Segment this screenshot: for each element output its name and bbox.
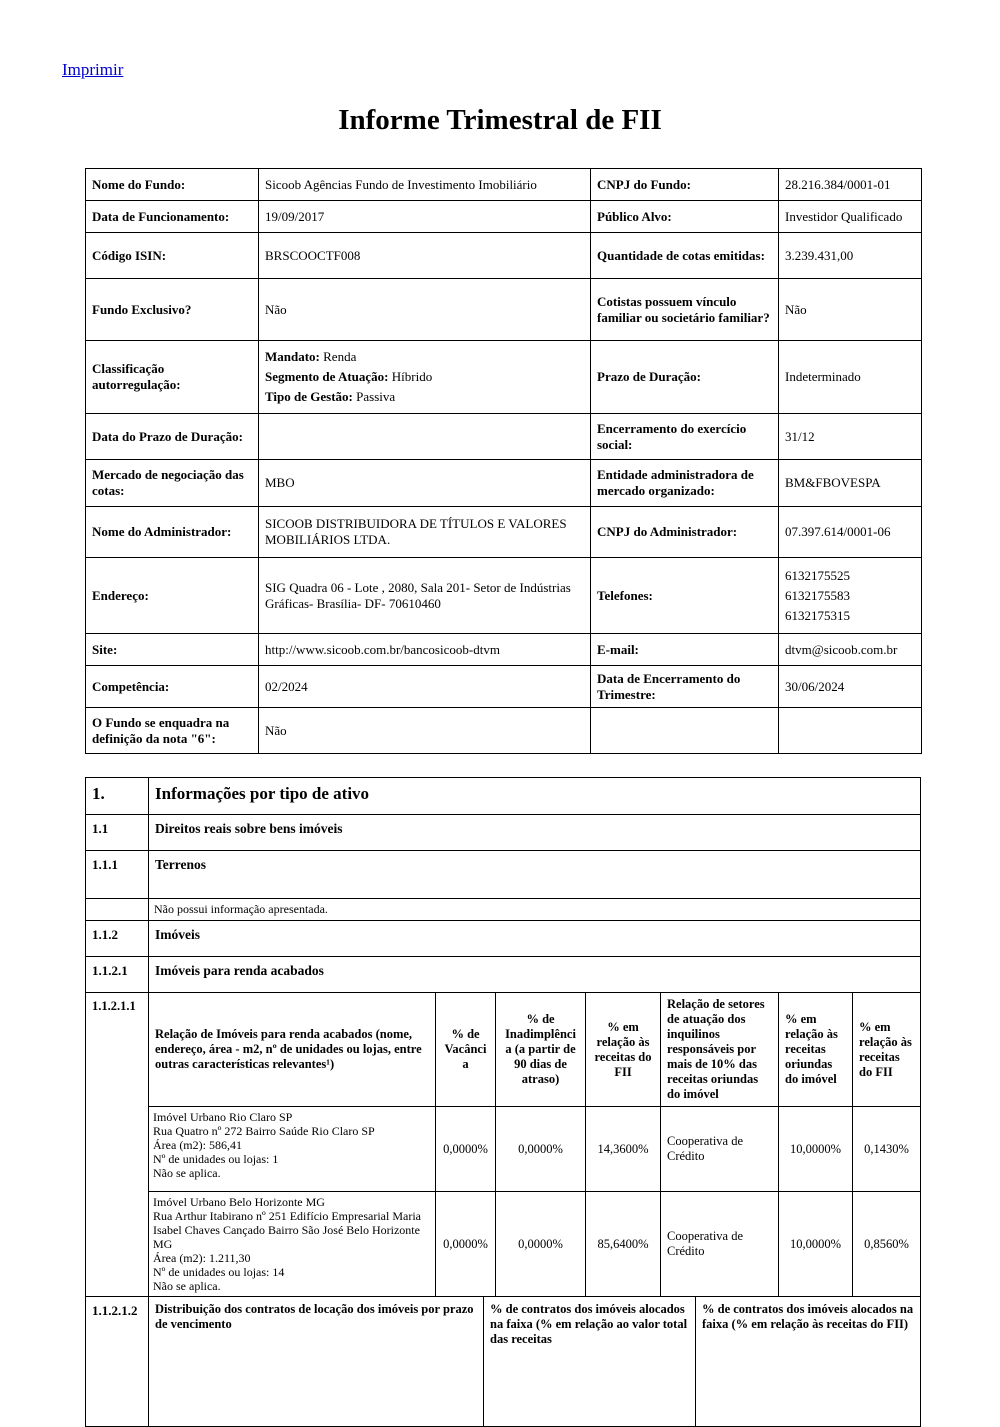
fund-info-table (85, 168, 922, 754)
section-number-empty (86, 899, 149, 921)
telefone-2: 6132175583 (785, 587, 850, 603)
table-row (86, 851, 921, 899)
field-label-prazo-duracao: Prazo de Duração: (591, 341, 779, 414)
field-label-telefones: Telefones: (591, 558, 779, 634)
mandato-label: Mandato: (265, 349, 320, 364)
field-value-endereco: SIG Quadra 06 - Lote , 2080, Sala 201- Setor de Indústrias Gráficas- Brasília- DF- 70610460 (259, 558, 591, 634)
property-line: Área (m2): 586,41 (153, 1138, 242, 1152)
field-value-classificacao (259, 341, 591, 414)
field-label-nome-fundo: Nome do Fundo: (86, 169, 259, 201)
inadimplencia-value: 0,0000% (496, 1107, 586, 1192)
vacancia-value: 0,0000% (436, 1107, 496, 1192)
section-number: 1.1.2.1 (86, 957, 149, 993)
section-number: 1.1.1 (86, 851, 149, 899)
field-value-data-prazo (259, 414, 591, 460)
field-label-data-funcionamento: Data de Funcionamento: (86, 201, 259, 233)
col-header-receitas-fii-2: % em relação às receitas do FII (853, 993, 921, 1107)
vacancia-value: 0,0000% (436, 1192, 496, 1297)
col-header-receitas-fii: % em relação às receitas do FII (586, 993, 661, 1107)
setores-value: Cooperativa de Crédito (661, 1107, 779, 1192)
properties-table (85, 992, 921, 1297)
field-value-data-funcionamento: 19/09/2017 (259, 201, 591, 233)
table-row (86, 1297, 921, 1427)
setores-value: Cooperativa de Crédito (661, 1192, 779, 1297)
field-value-email: dtvm@sicoob.com.br (779, 634, 922, 666)
section-title: Terrenos (149, 851, 921, 899)
property-line: Imóvel Urbano Rio Claro SP (153, 1110, 293, 1124)
field-label-publico-alvo: Público Alvo: (591, 201, 779, 233)
col-header-receitas-imovel: % em relação às receitas oriundas do imóvel (779, 993, 853, 1107)
table-row (86, 279, 922, 341)
field-label-fundo-exclusivo: Fundo Exclusivo? (86, 279, 259, 341)
table-row (86, 666, 922, 708)
property-line: Rua Quatro nº 272 Bairro Saúde Rio Claro SP (153, 1124, 375, 1138)
field-label-quantidade-cotas: Quantidade de cotas emitidas: (591, 233, 779, 279)
field-value-competencia: 02/2024 (259, 666, 591, 708)
telefone-3: 6132175315 (785, 607, 850, 623)
print-link[interactable]: Imprimir (62, 60, 124, 79)
field-label-site: Site: (86, 634, 259, 666)
table-row (86, 634, 922, 666)
receitas-fii-2-value: 0,8560% (853, 1192, 921, 1297)
section-number: 1.1.2.1.2 (86, 1297, 149, 1427)
receitas-fii-value: 85,6400% (586, 1192, 661, 1297)
field-label-competencia: Competência: (86, 666, 259, 708)
table-row (86, 341, 922, 414)
field-value-empty (779, 708, 922, 754)
field-label-encerramento-exercicio: Encerramento do exercício social: (591, 414, 779, 460)
table-row (86, 921, 921, 957)
segmento-label: Segmento de Atuação: (265, 369, 389, 384)
field-value-nota-6: Não (259, 708, 591, 754)
field-label-email: E-mail: (591, 634, 779, 666)
field-value-nome-fundo: Sicoob Agências Fundo de Investimento Imobiliário (259, 169, 591, 201)
col-header-relacao-imoveis: Relação de Imóveis para renda acabados (nome, endereço, área - m2, nº de unidades ou lojas, entre outras características relevantes¹) (149, 993, 436, 1107)
field-label-classificacao: Classificação autorregulação: (86, 341, 259, 414)
section-number: 1. (86, 778, 149, 815)
field-value-codigo-isin: BRSCOOCTF008 (259, 233, 591, 279)
inadimplencia-value: 0,0000% (496, 1192, 586, 1297)
field-value-encerramento-exercicio: 31/12 (779, 414, 922, 460)
page-title: Informe Trimestral de FII (338, 104, 662, 136)
section-title: Direitos reais sobre bens imóveis (149, 815, 921, 851)
table-row (86, 460, 922, 507)
field-label-data-prazo: Data do Prazo de Duração: (86, 414, 259, 460)
property-line: Rua Arthur Itabirano nº 251 Edifício Empresarial Maria Isabel Chaves Cançado Bairro São José Belo Horizonte MG (153, 1209, 421, 1251)
field-label-nota-6: O Fundo se enquadra na definição da nota "6": (86, 708, 259, 754)
section-title: Informações por tipo de ativo (149, 778, 921, 815)
table-row (86, 201, 922, 233)
property-line: Imóvel Urbano Belo Horizonte MG (153, 1195, 325, 1209)
field-label-entidade-administradora: Entidade administradora de mercado organizado: (591, 460, 779, 507)
field-label-cotistas-vinculo: Cotistas possuem vínculo familiar ou societário familiar? (591, 279, 779, 341)
table-row (86, 233, 922, 279)
receitas-fii-2-value: 0,1430% (853, 1107, 921, 1192)
receitas-imovel-value: 10,0000% (779, 1192, 853, 1297)
receitas-imovel-value: 10,0000% (779, 1107, 853, 1192)
property-line: Não se aplica. (153, 1279, 221, 1293)
table-row (86, 899, 921, 921)
property-description (149, 1192, 436, 1297)
classificacao-gestao (265, 389, 584, 405)
field-value-telefones (779, 558, 922, 634)
field-label-cnpj-administrador: CNPJ do Administrador: (591, 507, 779, 558)
field-label-endereco: Endereço: (86, 558, 259, 634)
no-info-text: Não possui informação apresentada. (149, 899, 921, 921)
section-title: Imóveis para renda acabados (149, 957, 921, 993)
report-content (85, 168, 921, 1427)
table-row (86, 1192, 921, 1297)
field-value-entidade-administradora: BM&FBOVESPA (779, 460, 922, 507)
field-value-cnpj-administrador: 07.397.614/0001-06 (779, 507, 922, 558)
section-number: 1.1.2 (86, 921, 149, 957)
field-label-data-encerramento-trimestre: Data de Encerramento do Trimestre: (591, 666, 779, 708)
col-header-percentual-receitas-fii: % de contratos dos imóveis alocados na faixa (% em relação às receitas do FII) (696, 1297, 921, 1427)
mandato-value: Renda (323, 349, 357, 364)
gestao-value: Passiva (356, 389, 396, 404)
section-title: Imóveis (149, 921, 921, 957)
table-row (86, 169, 922, 201)
section-asset-info-table (85, 777, 921, 993)
property-line: Não se aplica. (153, 1166, 221, 1180)
field-value-publico-alvo: Investidor Qualificado (779, 201, 922, 233)
field-value-fundo-exclusivo: Não (259, 279, 591, 341)
table-row (86, 778, 921, 815)
property-line: Nº de unidades ou lojas: 1 (153, 1152, 279, 1166)
classificacao-mandato (265, 349, 584, 365)
table-row (86, 1107, 921, 1192)
col-header-distribuicao-contratos: Distribuição dos contratos de locação dos imóveis por prazo de vencimento (149, 1297, 484, 1427)
field-value-quantidade-cotas: 3.239.431,00 (779, 233, 922, 279)
contracts-distribution-table (85, 1296, 921, 1427)
col-header-vacancia: % de Vacância (436, 993, 496, 1107)
col-header-inadimplencia: % de Inadimplência (a partir de 90 dias de atraso) (496, 993, 586, 1107)
property-description (149, 1107, 436, 1192)
table-row (86, 993, 921, 1107)
table-row (86, 708, 922, 754)
field-value-mercado-negociacao: MBO (259, 460, 591, 507)
section-number: 1.1 (86, 815, 149, 851)
property-line: Área (m2): 1.211,30 (153, 1251, 251, 1265)
table-row (86, 957, 921, 993)
field-label-codigo-isin: Código ISIN: (86, 233, 259, 279)
property-line: Nº de unidades ou lojas: 14 (153, 1265, 285, 1279)
field-value-nome-administrador: SICOOB DISTRIBUIDORA DE TÍTULOS E VALORES MOBILIÁRIOS LTDA. (259, 507, 591, 558)
col-header-setores: Relação de setores de atuação dos inquilinos responsáveis por mais de 10% das receitas oriundas do imóvel (661, 993, 779, 1107)
col-header-percentual-receitas: % de contratos dos imóveis alocados na faixa (% em relação ao valor total das receitas (484, 1297, 696, 1427)
field-label-mercado-negociacao: Mercado de negociação das cotas: (86, 460, 259, 507)
field-value-data-encerramento-trimestre: 30/06/2024 (779, 666, 922, 708)
classificacao-segmento (265, 369, 584, 385)
table-row (86, 507, 922, 558)
field-label-cnpj-fundo: CNPJ do Fundo: (591, 169, 779, 201)
section-number: 1.1.2.1.1 (86, 993, 149, 1297)
telefone-1: 6132175525 (785, 567, 850, 583)
field-label-nome-administrador: Nome do Administrador: (86, 507, 259, 558)
segmento-value: Híbrido (391, 369, 433, 384)
field-value-cnpj-fundo: 28.216.384/0001-01 (779, 169, 922, 201)
field-value-cotistas-vinculo: Não (779, 279, 922, 341)
field-label-empty (591, 708, 779, 754)
table-row (86, 815, 921, 851)
receitas-fii-value: 14,3600% (586, 1107, 661, 1192)
field-value-site: http://www.sicoob.com.br/bancosicoob-dtvm (259, 634, 591, 666)
table-row (86, 558, 922, 634)
gestao-label: Tipo de Gestão: (265, 389, 353, 404)
table-row (86, 414, 922, 460)
field-value-prazo-duracao: Indeterminado (779, 341, 922, 414)
